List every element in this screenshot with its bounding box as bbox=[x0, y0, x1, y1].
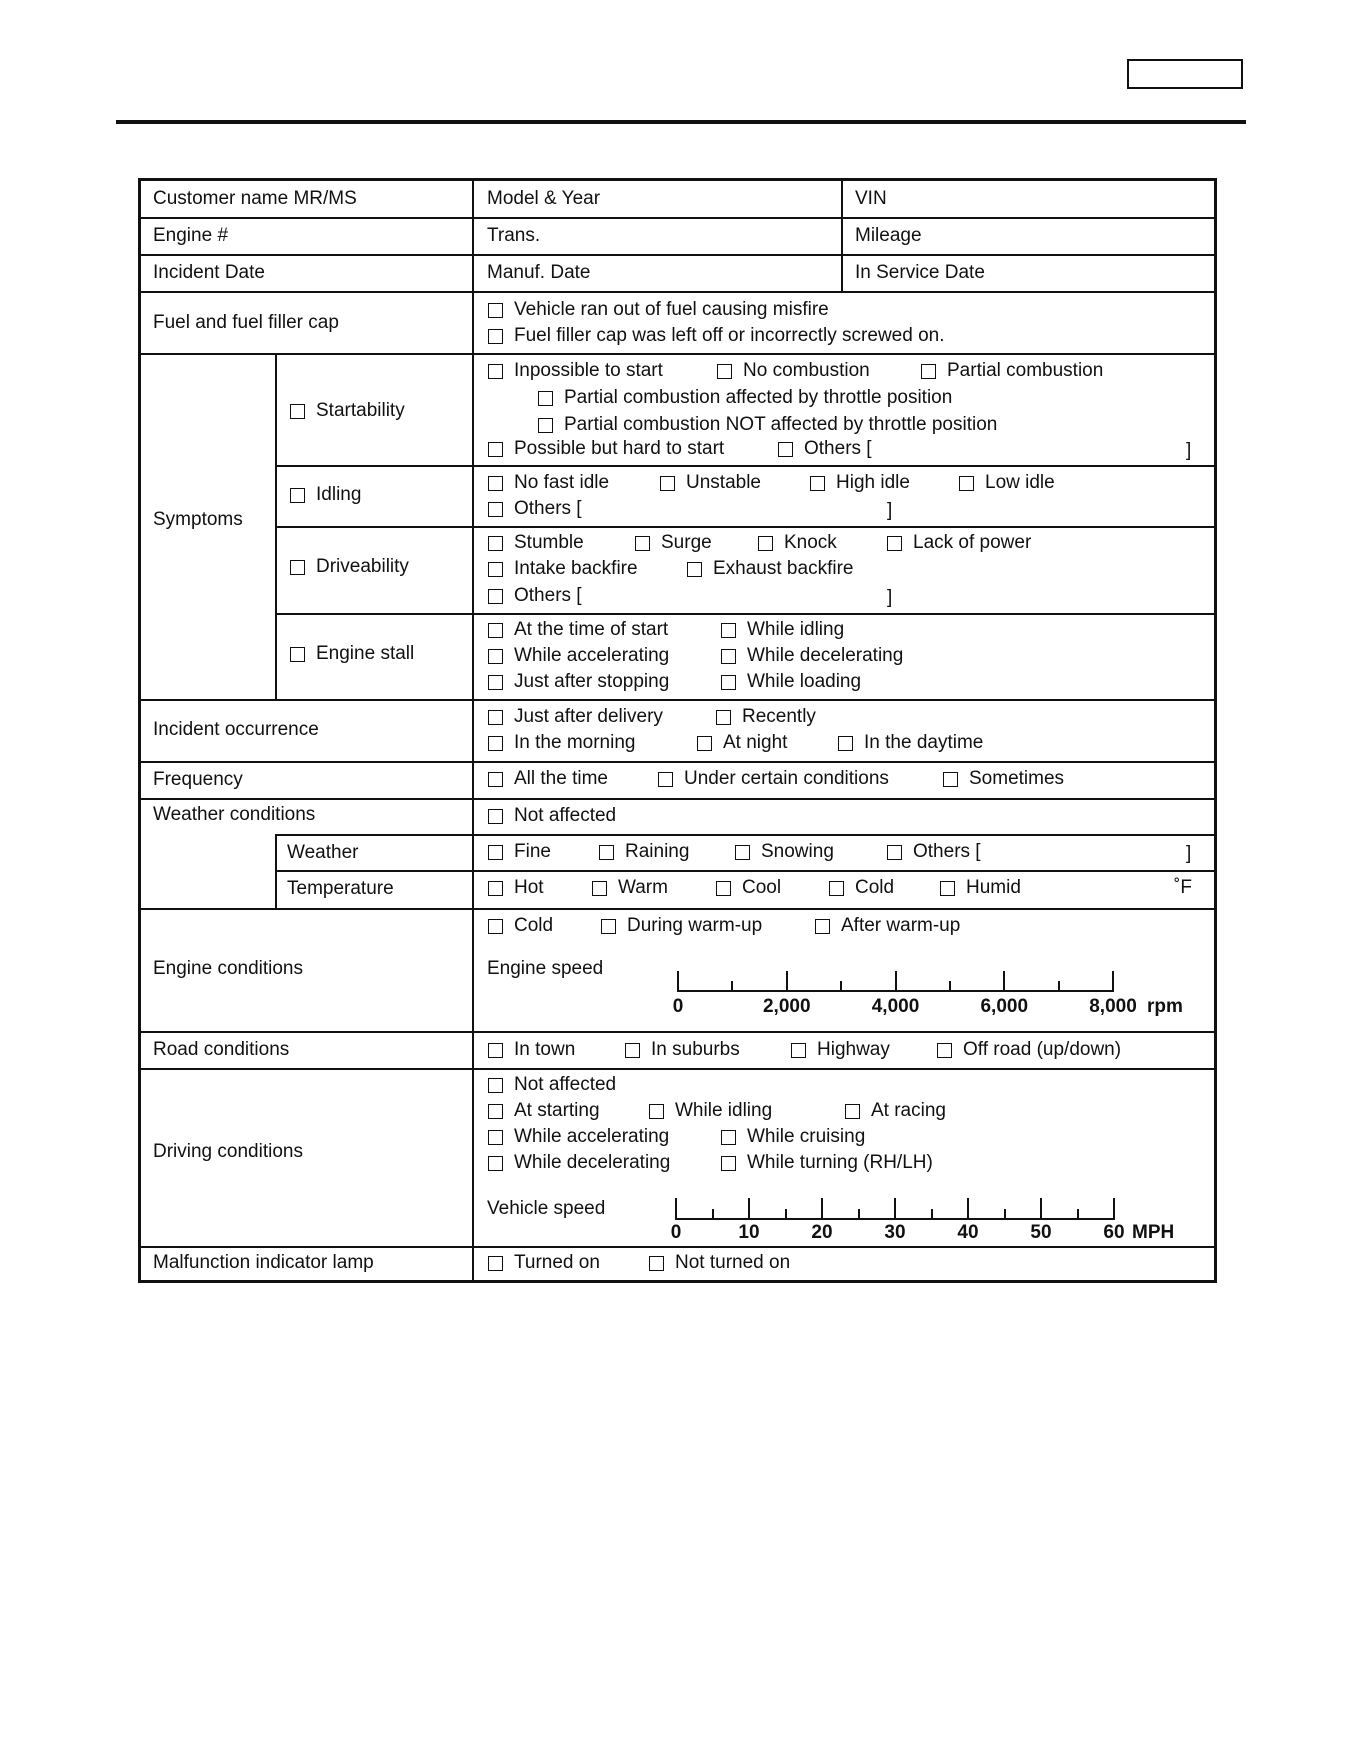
partial-not-throttle-text: Partial combustion NOT affected by throttle position bbox=[564, 414, 998, 435]
stall-start-checkbox[interactable] bbox=[488, 623, 503, 638]
no-combustion-text: No combustion bbox=[743, 360, 870, 381]
engine-stall-checkbox[interactable] bbox=[290, 647, 305, 662]
row-divider bbox=[141, 761, 1216, 763]
rpm-minor-tick bbox=[840, 981, 842, 990]
start-others-text: Others [ bbox=[804, 438, 872, 459]
occ-daytime-text: In the daytime bbox=[864, 732, 984, 753]
rpm-tick-label: 2,000 bbox=[762, 996, 811, 1017]
occ-recently-text: Recently bbox=[742, 706, 816, 727]
temp-cold-text: Cold bbox=[855, 877, 895, 898]
row-divider bbox=[275, 613, 1216, 615]
customer-name-label: Customer name MR/MS bbox=[153, 188, 357, 209]
idling-label: Idling bbox=[316, 484, 362, 505]
freq-all-checkbox[interactable] bbox=[488, 772, 503, 787]
drv-starting-checkbox[interactable] bbox=[488, 1104, 503, 1119]
weather-raining-checkbox[interactable] bbox=[599, 845, 614, 860]
start-others-bracket: ] bbox=[1186, 440, 1192, 461]
freq-certain-text: Under certain conditions bbox=[684, 768, 889, 789]
temp-humid-text: Humid bbox=[966, 877, 1021, 898]
stall-accel-checkbox[interactable] bbox=[488, 649, 503, 664]
mph-minor-tick bbox=[931, 1209, 933, 1218]
no-fast-idle-checkbox[interactable] bbox=[488, 476, 503, 491]
mil-off-text: Not turned on bbox=[675, 1252, 791, 1273]
weather-snowing-text: Snowing bbox=[761, 841, 834, 862]
engine-number-label: Engine # bbox=[153, 225, 229, 246]
driveability-label: Driveability bbox=[316, 556, 409, 577]
column-divider bbox=[275, 353, 277, 699]
no-fast-idle-text: No fast idle bbox=[514, 472, 610, 493]
row-divider bbox=[141, 1031, 1216, 1033]
page-number-box bbox=[1127, 59, 1243, 89]
weather-others-bracket: ] bbox=[1186, 843, 1192, 864]
rpm-minor-tick bbox=[949, 981, 951, 990]
row-divider bbox=[141, 1246, 1216, 1248]
mph-major-tick bbox=[748, 1198, 750, 1218]
road-suburbs-text: In suburbs bbox=[651, 1039, 740, 1060]
column-divider bbox=[841, 181, 843, 291]
temp-hot-text: Hot bbox=[514, 877, 544, 898]
rpm-tick-label: 0 bbox=[672, 996, 684, 1017]
occ-delivery-text: Just after delivery bbox=[514, 706, 663, 727]
row-divider bbox=[141, 699, 1216, 701]
idle-others-text: Others [ bbox=[514, 498, 582, 519]
rpm-minor-tick bbox=[731, 981, 733, 990]
mph-major-tick bbox=[821, 1198, 823, 1218]
fuel-out-checkbox[interactable] bbox=[488, 303, 503, 318]
mph-minor-tick bbox=[712, 1209, 714, 1218]
impossible-start-text: Inpossible to start bbox=[514, 360, 663, 381]
mph-major-tick bbox=[894, 1198, 896, 1218]
exhaust-backfire-text: Exhaust backfire bbox=[713, 558, 854, 579]
mil-label: Malfunction indicator lamp bbox=[153, 1252, 374, 1273]
drv-racing-text: At racing bbox=[871, 1100, 946, 1121]
startability-checkbox[interactable] bbox=[290, 404, 305, 419]
rpm-unit-label: rpm bbox=[1147, 996, 1183, 1017]
frequency-label: Frequency bbox=[153, 769, 243, 790]
rpm-tick-label: 6,000 bbox=[980, 996, 1029, 1017]
rpm-major-tick bbox=[786, 971, 788, 990]
drv-decel-checkbox[interactable] bbox=[488, 1156, 503, 1171]
eng-after-checkbox[interactable] bbox=[815, 919, 830, 934]
low-idle-text: Low idle bbox=[985, 472, 1055, 493]
drv-accel-text: While accelerating bbox=[514, 1126, 670, 1147]
freq-certain-checkbox[interactable] bbox=[658, 772, 673, 787]
road-offroad-text: Off road (up/down) bbox=[963, 1039, 1122, 1060]
idle-others-checkbox[interactable] bbox=[488, 502, 503, 517]
partial-throttle-checkbox[interactable] bbox=[538, 391, 553, 406]
fuel-label: Fuel and fuel filler cap bbox=[153, 312, 339, 333]
column-divider bbox=[275, 834, 277, 908]
temp-unit: ˚F bbox=[1174, 877, 1192, 898]
drv-turning-checkbox[interactable] bbox=[721, 1156, 736, 1171]
row-divider bbox=[141, 353, 1216, 355]
column-divider bbox=[472, 181, 474, 1283]
occ-morning-checkbox[interactable] bbox=[488, 736, 503, 751]
row-divider bbox=[275, 834, 1216, 836]
mph-tick-label: 40 bbox=[957, 1222, 979, 1243]
engine-stall-label: Engine stall bbox=[316, 643, 415, 664]
stall-idling-text: While idling bbox=[747, 619, 845, 640]
stall-decel-checkbox[interactable] bbox=[721, 649, 736, 664]
fuel-out-text: Vehicle ran out of fuel causing misfire bbox=[514, 299, 829, 320]
row-divider bbox=[275, 870, 1216, 872]
intake-backfire-text: Intake backfire bbox=[514, 558, 638, 579]
mil-on-checkbox[interactable] bbox=[488, 1256, 503, 1271]
trans-label: Trans. bbox=[487, 225, 541, 246]
temp-cool-checkbox[interactable] bbox=[716, 881, 731, 896]
row-divider bbox=[141, 291, 1216, 293]
unstable-text: Unstable bbox=[686, 472, 761, 493]
row-divider bbox=[141, 1068, 1216, 1070]
knock-text: Knock bbox=[784, 532, 837, 553]
occ-daytime-checkbox[interactable] bbox=[838, 736, 853, 751]
mph-tick-label: 0 bbox=[670, 1222, 682, 1243]
occ-recently-checkbox[interactable] bbox=[716, 710, 731, 725]
stall-accel-text: While accelerating bbox=[514, 645, 670, 666]
rpm-tick-label: 8,000 bbox=[1089, 996, 1137, 1017]
drv-not-affected-text: Not affected bbox=[514, 1074, 617, 1095]
stall-stopping-text: Just after stopping bbox=[514, 671, 670, 692]
occ-morning-text: In the morning bbox=[514, 732, 636, 753]
drv-turning-text: While turning (RH/LH) bbox=[747, 1152, 933, 1173]
stall-start-text: At the time of start bbox=[514, 619, 669, 640]
road-town-checkbox[interactable] bbox=[488, 1043, 503, 1058]
mph-minor-tick bbox=[858, 1209, 860, 1218]
drv-racing-checkbox[interactable] bbox=[845, 1104, 860, 1119]
mph-unit-label: MPH bbox=[1132, 1222, 1175, 1243]
weather-others-text: Others [ bbox=[913, 841, 981, 862]
weather-snowing-checkbox[interactable] bbox=[735, 845, 750, 860]
temp-cool-text: Cool bbox=[742, 877, 782, 898]
hard-start-checkbox[interactable] bbox=[488, 442, 503, 457]
exhaust-backfire-checkbox[interactable] bbox=[687, 562, 702, 577]
temp-cold-checkbox[interactable] bbox=[829, 881, 844, 896]
fuel-cap-text: Fuel filler cap was left off or incorrectly screwed on. bbox=[514, 325, 945, 346]
freq-sometimes-checkbox[interactable] bbox=[943, 772, 958, 787]
road-suburbs-checkbox[interactable] bbox=[625, 1043, 640, 1058]
hard-start-text: Possible but hard to start bbox=[514, 438, 725, 459]
eng-cold-text: Cold bbox=[514, 915, 554, 936]
drv-cruising-text: While cruising bbox=[747, 1126, 866, 1147]
high-idle-checkbox[interactable] bbox=[810, 476, 825, 491]
mileage-label: Mileage bbox=[855, 225, 922, 246]
in-service-date-label: In Service Date bbox=[855, 262, 985, 283]
partial-combustion-text: Partial combustion bbox=[947, 360, 1104, 381]
vehicle-speed-label: Vehicle speed bbox=[487, 1198, 606, 1219]
occ-delivery-checkbox[interactable] bbox=[488, 710, 503, 725]
rpm-tick-label: 4,000 bbox=[871, 996, 920, 1017]
mph-tick-label: 60 bbox=[1103, 1222, 1125, 1243]
stall-stopping-checkbox[interactable] bbox=[488, 675, 503, 690]
row-divider bbox=[141, 254, 1216, 256]
startability-label: Startability bbox=[316, 400, 405, 421]
intake-backfire-checkbox[interactable] bbox=[488, 562, 503, 577]
mph-major-tick bbox=[675, 1198, 677, 1218]
drv-idling-checkbox[interactable] bbox=[649, 1104, 664, 1119]
manuf-date-label: Manuf. Date bbox=[487, 262, 591, 283]
mil-on-text: Turned on bbox=[514, 1252, 600, 1273]
row-divider bbox=[141, 908, 1216, 910]
temperature-label: Temperature bbox=[287, 878, 394, 899]
road-conditions-label: Road conditions bbox=[153, 1039, 290, 1060]
mph-major-tick bbox=[967, 1198, 969, 1218]
mph-scale-baseline bbox=[675, 1218, 1115, 1220]
drive-others-bracket: ] bbox=[887, 587, 893, 608]
eng-cold-checkbox[interactable] bbox=[488, 919, 503, 934]
stall-loading-checkbox[interactable] bbox=[721, 675, 736, 690]
incident-occurrence-label: Incident occurrence bbox=[153, 719, 319, 740]
symptoms-label: Symptoms bbox=[153, 509, 243, 530]
unstable-checkbox[interactable] bbox=[660, 476, 675, 491]
partial-combustion-checkbox[interactable] bbox=[921, 364, 936, 379]
engine-conditions-label: Engine conditions bbox=[153, 958, 303, 979]
weather-label: Weather bbox=[287, 842, 359, 863]
lack-of-power-text: Lack of power bbox=[913, 532, 1032, 553]
rpm-scale-baseline bbox=[677, 990, 1114, 992]
road-highway-checkbox[interactable] bbox=[791, 1043, 806, 1058]
mph-tick-label: 50 bbox=[1030, 1222, 1052, 1243]
occ-night-checkbox[interactable] bbox=[697, 736, 712, 751]
high-idle-text: High idle bbox=[836, 472, 910, 493]
stumble-text: Stumble bbox=[514, 532, 584, 553]
row-divider bbox=[275, 465, 1216, 467]
mph-minor-tick bbox=[1077, 1209, 1079, 1218]
surge-text: Surge bbox=[661, 532, 712, 553]
mph-minor-tick bbox=[1004, 1209, 1006, 1218]
driving-conditions-label: Driving conditions bbox=[153, 1141, 303, 1162]
road-offroad-checkbox[interactable] bbox=[937, 1043, 952, 1058]
header-rule bbox=[116, 120, 1246, 124]
no-combustion-checkbox[interactable] bbox=[717, 364, 732, 379]
rpm-major-tick bbox=[677, 971, 679, 990]
stumble-checkbox[interactable] bbox=[488, 536, 503, 551]
surge-checkbox[interactable] bbox=[635, 536, 650, 551]
mph-tick-label: 30 bbox=[884, 1222, 906, 1243]
start-others-checkbox[interactable] bbox=[778, 442, 793, 457]
drive-others-text: Others [ bbox=[514, 585, 582, 606]
mph-major-tick bbox=[1040, 1198, 1042, 1218]
mph-tick-label: 10 bbox=[738, 1222, 760, 1243]
weather-conditions-label: Weather conditions bbox=[153, 804, 316, 825]
temp-hot-checkbox[interactable] bbox=[488, 881, 503, 896]
eng-warmup-checkbox[interactable] bbox=[601, 919, 616, 934]
partial-not-throttle-checkbox[interactable] bbox=[538, 418, 553, 433]
vin-label: VIN bbox=[855, 188, 887, 209]
drive-others-checkbox[interactable] bbox=[488, 589, 503, 604]
row-divider bbox=[275, 526, 1216, 528]
rpm-minor-tick bbox=[1058, 981, 1060, 990]
low-idle-checkbox[interactable] bbox=[959, 476, 974, 491]
road-highway-text: Highway bbox=[817, 1039, 890, 1060]
weather-not-affected-text: Not affected bbox=[514, 805, 617, 826]
drv-idling-text: While idling bbox=[675, 1100, 773, 1121]
knock-checkbox[interactable] bbox=[758, 536, 773, 551]
incident-date-label: Incident Date bbox=[153, 262, 265, 283]
rpm-major-tick bbox=[895, 971, 897, 990]
occ-night-text: At night bbox=[723, 732, 788, 753]
weather-others-checkbox[interactable] bbox=[887, 845, 902, 860]
lack-of-power-checkbox[interactable] bbox=[887, 536, 902, 551]
fuel-cap-checkbox[interactable] bbox=[488, 329, 503, 344]
row-divider bbox=[141, 217, 1216, 219]
row-divider bbox=[141, 798, 1216, 800]
idling-checkbox[interactable] bbox=[290, 488, 305, 503]
engine-speed-label: Engine speed bbox=[487, 958, 604, 979]
drv-not-affected-checkbox[interactable] bbox=[488, 1078, 503, 1093]
mph-tick-label: 20 bbox=[811, 1222, 833, 1243]
temp-humid-checkbox[interactable] bbox=[940, 881, 955, 896]
drv-decel-text: While decelerating bbox=[514, 1152, 671, 1173]
freq-sometimes-text: Sometimes bbox=[969, 768, 1065, 789]
rpm-major-tick bbox=[1112, 971, 1114, 990]
partial-throttle-text: Partial combustion affected by throttle position bbox=[564, 387, 953, 408]
drv-accel-checkbox[interactable] bbox=[488, 1130, 503, 1145]
stall-idling-checkbox[interactable] bbox=[721, 623, 736, 638]
driveability-checkbox[interactable] bbox=[290, 560, 305, 575]
idle-others-bracket: ] bbox=[887, 500, 893, 521]
mph-minor-tick bbox=[785, 1209, 787, 1218]
weather-fine-text: Fine bbox=[514, 841, 551, 862]
weather-raining-text: Raining bbox=[625, 841, 690, 862]
eng-warmup-text: During warm-up bbox=[627, 915, 763, 936]
rpm-major-tick bbox=[1003, 971, 1005, 990]
drv-cruising-checkbox[interactable] bbox=[721, 1130, 736, 1145]
eng-after-text: After warm-up bbox=[841, 915, 961, 936]
model-year-label: Model & Year bbox=[487, 188, 601, 209]
weather-fine-checkbox[interactable] bbox=[488, 845, 503, 860]
mil-off-checkbox[interactable] bbox=[649, 1256, 664, 1271]
temp-warm-text: Warm bbox=[618, 877, 668, 898]
mph-major-tick bbox=[1113, 1198, 1115, 1218]
drv-starting-text: At starting bbox=[514, 1100, 600, 1121]
freq-all-text: All the time bbox=[514, 768, 608, 789]
stall-loading-text: While loading bbox=[747, 671, 862, 692]
temp-warm-checkbox[interactable] bbox=[592, 881, 607, 896]
stall-decel-text: While decelerating bbox=[747, 645, 904, 666]
diagnostic-worksheet bbox=[138, 178, 1217, 1283]
impossible-start-checkbox[interactable] bbox=[488, 364, 503, 379]
road-town-text: In town bbox=[514, 1039, 576, 1060]
weather-not-affected-checkbox[interactable] bbox=[488, 809, 503, 824]
